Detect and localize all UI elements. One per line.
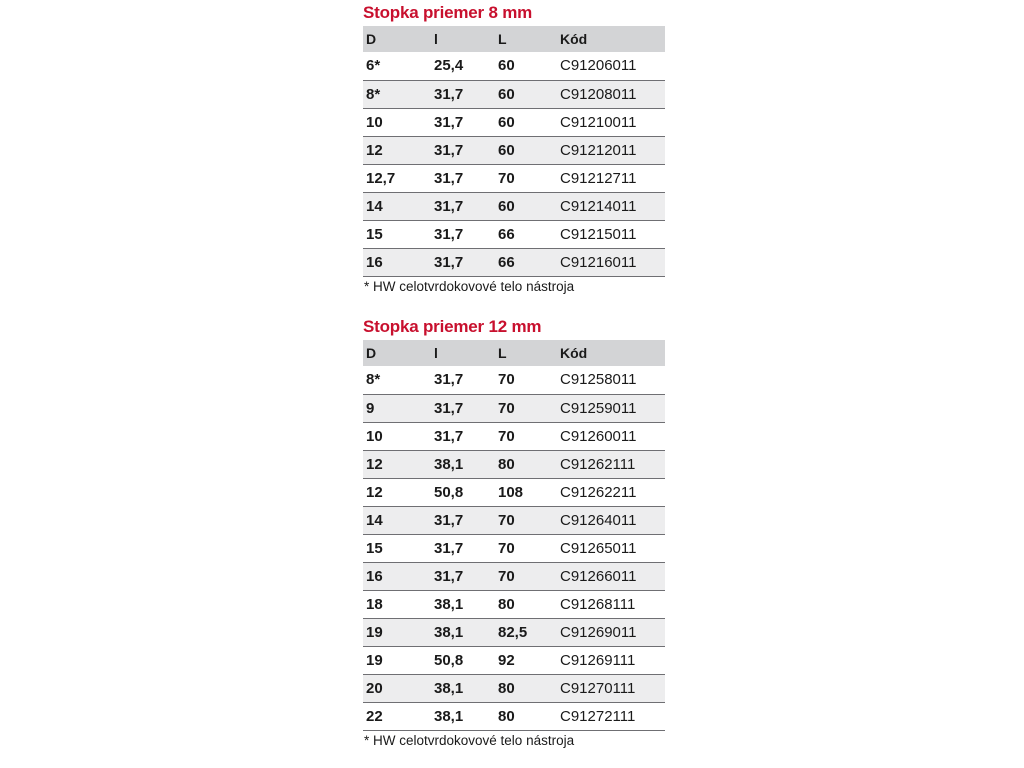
cell-i: 31,7 [431,164,495,192]
cell-i: 38,1 [431,618,495,646]
cell-i: 31,7 [431,394,495,422]
cell-l: 66 [495,248,557,276]
cell-d: 16 [363,248,431,276]
cell-kod: C91268111 [557,590,665,618]
section-title: Stopka priemer 8 mm [363,3,533,22]
cell-kod: C91210011 [557,108,665,136]
cell-l: 80 [495,702,557,730]
table-row [363,590,665,618]
cell-kod: C91259011 [557,394,665,422]
cell-i: 31,7 [431,562,495,590]
cell-i: 31,7 [431,366,495,394]
cell-d: 12,7 [363,164,431,192]
cell-kod: C91212011 [557,136,665,164]
table-row [363,366,665,394]
cell-d: 16 [363,562,431,590]
product-table [363,340,665,731]
footnote: * HW celotvrdokovové telo nástroja [364,278,575,294]
table-row [363,674,665,702]
cell-l: 70 [495,366,557,394]
cell-kod: C91264011 [557,506,665,534]
cell-kod: C91266011 [557,562,665,590]
cell-l: 82,5 [495,618,557,646]
cell-i: 25,4 [431,52,495,80]
header-d: D [366,345,377,361]
table-row [363,220,665,248]
table-row [363,52,665,80]
cell-i: 31,7 [431,506,495,534]
shank-8mm-section [363,2,665,297]
header-i: l [434,345,438,361]
table-row [363,534,665,562]
table-row [363,562,665,590]
cell-d: 19 [363,618,431,646]
cell-l: 70 [495,562,557,590]
cell-i: 31,7 [431,220,495,248]
product-table [363,26,665,277]
cell-d: 12 [363,478,431,506]
cell-d: 22 [363,702,431,730]
table-header-row [363,340,665,366]
cell-l: 70 [495,164,557,192]
cell-d: 12 [363,450,431,478]
table-row [363,164,665,192]
cell-kod: C91262211 [557,478,665,506]
cell-kod: C91262111 [557,450,665,478]
cell-d: 10 [363,422,431,450]
cell-kod: C91214011 [557,192,665,220]
cell-l: 66 [495,220,557,248]
header-l: L [498,345,507,361]
cell-l: 70 [495,422,557,450]
cell-l: 60 [495,192,557,220]
cell-d: 8* [363,366,431,394]
cell-i: 31,7 [431,108,495,136]
table-row [363,136,665,164]
header-d: D [366,31,377,47]
header-kod: Kód [560,31,588,47]
cell-l: 80 [495,674,557,702]
table-row [363,702,665,730]
section-title: Stopka priemer 12 mm [363,317,542,336]
cell-kod: C91212711 [557,164,665,192]
table-row [363,80,665,108]
cell-d: 15 [363,534,431,562]
shank-12mm-section [363,316,665,751]
table-row [363,192,665,220]
cell-kod: C91215011 [557,220,665,248]
cell-kod: C91272111 [557,702,665,730]
table-row [363,422,665,450]
cell-kod: C91258011 [557,366,665,394]
cell-l: 70 [495,506,557,534]
cell-d: 19 [363,646,431,674]
cell-l: 70 [495,394,557,422]
table-row [363,394,665,422]
cell-l: 80 [495,590,557,618]
footnote: * HW celotvrdokovové telo nástroja [364,732,575,748]
cell-d: 8* [363,80,431,108]
header-kod: Kód [560,345,588,361]
cell-kod: C91269011 [557,618,665,646]
table-row [363,618,665,646]
cell-i: 50,8 [431,646,495,674]
cell-i: 31,7 [431,136,495,164]
cell-l: 60 [495,52,557,80]
cell-i: 50,8 [431,478,495,506]
cell-kod: C91270111 [557,674,665,702]
cell-l: 60 [495,108,557,136]
table-row [363,646,665,674]
cell-d: 10 [363,108,431,136]
cell-l: 60 [495,136,557,164]
cell-i: 31,7 [431,422,495,450]
cell-d: 20 [363,674,431,702]
cell-kod: C91269111 [557,646,665,674]
table-row [363,450,665,478]
cell-l: 92 [495,646,557,674]
cell-i: 31,7 [431,534,495,562]
cell-i: 31,7 [431,192,495,220]
cell-l: 80 [495,450,557,478]
cell-l: 70 [495,534,557,562]
cell-l: 108 [495,478,557,506]
cell-kod: C91216011 [557,248,665,276]
cell-i: 38,1 [431,450,495,478]
cell-d: 6* [363,52,431,80]
cell-d: 9 [363,394,431,422]
cell-kod: C91265011 [557,534,665,562]
cell-l: 60 [495,80,557,108]
cell-d: 12 [363,136,431,164]
header-i: l [434,31,438,47]
header-l: L [498,31,507,47]
cell-i: 38,1 [431,674,495,702]
cell-i: 38,1 [431,702,495,730]
cell-d: 14 [363,506,431,534]
cell-d: 14 [363,192,431,220]
cell-i: 31,7 [431,80,495,108]
table-row [363,108,665,136]
table-row [363,478,665,506]
table-header-row [363,26,665,52]
table-row [363,506,665,534]
cell-d: 15 [363,220,431,248]
cell-kod: C91206011 [557,52,665,80]
table-row [363,248,665,276]
cell-kod: C91208011 [557,80,665,108]
cell-i: 38,1 [431,590,495,618]
cell-kod: C91260011 [557,422,665,450]
cell-d: 18 [363,590,431,618]
cell-i: 31,7 [431,248,495,276]
